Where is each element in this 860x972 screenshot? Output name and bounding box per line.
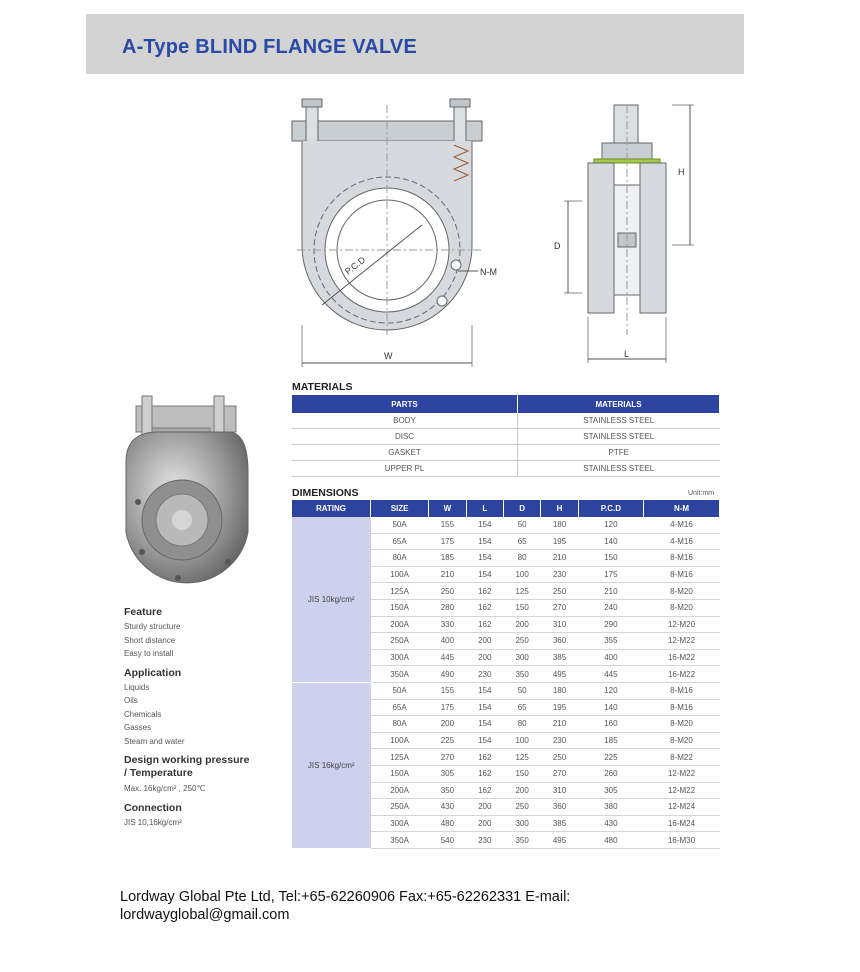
table-cell: 80A [371, 716, 429, 733]
table-cell: 12-M24 [644, 799, 720, 816]
table-cell: 300A [371, 815, 429, 832]
table-cell: 154 [466, 533, 503, 550]
table-row [292, 445, 720, 461]
table-cell: 50 [503, 682, 540, 699]
table-cell: 80 [503, 716, 540, 733]
table-header: L [466, 500, 503, 517]
table-cell: 155 [429, 682, 466, 699]
footer-line-2: lordwayglobal@gmail.com [120, 907, 290, 923]
footer-contact [120, 888, 570, 924]
table-cell: 350A [371, 832, 429, 849]
table-cell: 16-M24 [644, 815, 720, 832]
table-cell: 12-M22 [644, 765, 720, 782]
table-cell: 195 [541, 533, 578, 550]
table-cell: 300 [503, 815, 540, 832]
table-cell: 8-M20 [644, 599, 720, 616]
list-item: Chemicals [124, 709, 162, 719]
table-cell: 200 [466, 799, 503, 816]
table-cell: 200 [503, 616, 540, 633]
valve-photo [118, 392, 258, 592]
table-cell: 140 [578, 699, 643, 716]
table-cell: 8-M20 [644, 716, 720, 733]
table-cell: 385 [541, 649, 578, 666]
table-cell: 150 [503, 599, 540, 616]
table-cell: 50A [371, 517, 429, 533]
table-cell: 65 [503, 699, 540, 716]
table-cell: 200A [371, 616, 429, 633]
table-cell: 195 [541, 699, 578, 716]
table-cell: 225 [429, 732, 466, 749]
table-cell: 154 [466, 550, 503, 567]
part-cell: DISC [292, 429, 518, 445]
table-cell: 65A [371, 533, 429, 550]
table-cell: 12-M20 [644, 616, 720, 633]
table-cell: 8-M20 [644, 583, 720, 600]
w-label: W [384, 351, 393, 361]
table-header: H [541, 500, 578, 517]
table-header: PARTS [292, 395, 518, 413]
table-cell: 150 [578, 550, 643, 567]
table-cell: 8-M16 [644, 699, 720, 716]
part-cell: GASKET [292, 445, 518, 461]
table-header: RATING [292, 500, 371, 517]
table-cell: 154 [466, 682, 503, 699]
table-cell: 200 [466, 633, 503, 650]
table-cell: 350 [503, 832, 540, 849]
table-cell: 400 [429, 633, 466, 650]
list-item: Gasses [124, 723, 152, 732]
table-cell: 150 [503, 765, 540, 782]
table-cell: 430 [578, 815, 643, 832]
part-cell: UPPER PL [292, 461, 518, 477]
table-cell: 260 [578, 765, 643, 782]
table-cell: 154 [466, 732, 503, 749]
table-cell: 185 [578, 732, 643, 749]
table-header: MATERIALS [518, 395, 720, 413]
table-cell: 200 [503, 782, 540, 799]
table-cell: 185 [429, 550, 466, 567]
table-cell: 50A [371, 682, 429, 699]
table-cell: 250 [541, 583, 578, 600]
table-cell: 445 [429, 649, 466, 666]
table-cell: 200 [429, 716, 466, 733]
feature-title: Feature [124, 606, 162, 618]
table-cell: 480 [578, 832, 643, 849]
table-cell: 150A [371, 599, 429, 616]
connection-value: JIS 10,16kg/cm² [124, 817, 182, 827]
table-cell: 125A [371, 749, 429, 766]
table-cell: 154 [466, 566, 503, 583]
table-cell: 200A [371, 782, 429, 799]
table-cell: 16-M22 [644, 666, 720, 683]
material-cell: PTFE [518, 445, 720, 461]
table-cell: 125A [371, 583, 429, 600]
table-cell: 270 [541, 599, 578, 616]
table-cell: 162 [466, 749, 503, 766]
table-cell: 4-M16 [644, 517, 720, 533]
table-cell: 330 [429, 616, 466, 633]
table-cell: 310 [541, 782, 578, 799]
table-cell: 12-M22 [644, 633, 720, 650]
table-cell: 250A [371, 633, 429, 650]
table-cell: 200 [466, 815, 503, 832]
table-cell: 155 [429, 517, 466, 533]
table-cell: 120 [578, 517, 643, 533]
page-title: A-Type BLIND FLANGE VALVE [122, 36, 417, 58]
table-cell: 100A [371, 566, 429, 583]
table-cell: 495 [541, 666, 578, 683]
materials-table [292, 395, 720, 477]
table-cell: 200 [466, 649, 503, 666]
table-cell: 180 [541, 682, 578, 699]
table-row [292, 682, 720, 699]
unit-label: Unit:mm [688, 490, 715, 497]
table-cell: 430 [429, 799, 466, 816]
table-cell: 154 [466, 517, 503, 533]
table-row [292, 429, 720, 445]
table-header: N-M [644, 500, 720, 517]
table-header: P.C.D [578, 500, 643, 517]
material-cell: STAINLESS STEEL [518, 429, 720, 445]
table-cell: 360 [541, 633, 578, 650]
table-cell: 230 [466, 666, 503, 683]
material-cell: STAINLESS STEEL [518, 413, 720, 429]
table-cell: 160 [578, 716, 643, 733]
table-cell: 360 [541, 799, 578, 816]
technical-drawing [282, 95, 722, 375]
list-item: Liquids [124, 682, 150, 692]
table-cell: 210 [541, 550, 578, 567]
table-cell: 162 [466, 599, 503, 616]
table-row [292, 517, 720, 533]
list-item: Short distance [124, 635, 176, 645]
table-cell: 175 [429, 699, 466, 716]
table-cell: 250 [503, 633, 540, 650]
table-cell: 300 [503, 649, 540, 666]
table-cell: 162 [466, 583, 503, 600]
table-cell: 150A [371, 765, 429, 782]
table-cell: 4-M16 [644, 533, 720, 550]
design-title-2: / Temperature [124, 767, 193, 779]
table-cell: 305 [578, 782, 643, 799]
table-cell: 175 [578, 566, 643, 583]
table-cell: 300A [371, 649, 429, 666]
table-cell: 80A [371, 550, 429, 567]
design-title: Design working pressure [124, 754, 250, 766]
l-label: L [624, 349, 630, 359]
table-cell: 350A [371, 666, 429, 683]
table-cell: 350 [503, 666, 540, 683]
table-cell: 385 [541, 815, 578, 832]
table-cell: 280 [429, 599, 466, 616]
table-cell: 140 [578, 533, 643, 550]
list-item: Sturdy structure [124, 622, 181, 631]
table-cell: 80 [503, 550, 540, 567]
table-cell: 240 [578, 599, 643, 616]
table-cell: 162 [466, 765, 503, 782]
front-view [292, 99, 482, 367]
side-view [564, 105, 694, 363]
table-cell: 350 [429, 782, 466, 799]
dimensions-title: DIMENSIONS [292, 487, 359, 499]
table-cell: 230 [466, 832, 503, 849]
table-cell: 154 [466, 699, 503, 716]
table-cell: 180 [541, 517, 578, 533]
table-cell: 380 [578, 799, 643, 816]
design-value: Max. 16kg/cm² , 250℃ [124, 784, 206, 793]
table-cell: 210 [429, 566, 466, 583]
table-cell: 225 [578, 749, 643, 766]
table-row [292, 461, 720, 477]
title-band [86, 14, 744, 74]
table-cell: 120 [578, 682, 643, 699]
table-cell: 290 [578, 616, 643, 633]
feature-panel [124, 600, 284, 829]
table-cell: 16-M30 [644, 832, 720, 849]
table-cell: 310 [541, 616, 578, 633]
table-cell: 355 [578, 633, 643, 650]
d-label: D [554, 241, 561, 251]
table-cell: 50 [503, 517, 540, 533]
table-cell: 495 [541, 832, 578, 849]
table-cell: 270 [541, 765, 578, 782]
table-cell: 162 [466, 616, 503, 633]
table-cell: 230 [541, 566, 578, 583]
table-cell: 16-M22 [644, 649, 720, 666]
table-cell: 8-M16 [644, 566, 720, 583]
table-cell: 8-M16 [644, 550, 720, 567]
table-header: SIZE [371, 500, 429, 517]
connection-title: Connection [124, 801, 182, 814]
table-cell: 490 [429, 666, 466, 683]
table-cell: 250 [503, 799, 540, 816]
footer-line-1: Lordway Global Pte Ltd, Tel:+65-62260906 Fax:+65-62262331 E-mail: [120, 889, 571, 905]
table-cell: 8-M16 [644, 682, 720, 699]
materials-title: MATERIALS [292, 381, 353, 393]
dimensions-table [292, 500, 720, 849]
table-row [292, 413, 720, 429]
nm-label: N-M [480, 267, 497, 277]
part-cell: BODY [292, 413, 518, 429]
list-item: Steam and water [124, 736, 185, 746]
table-cell: 210 [541, 716, 578, 733]
table-cell: 65A [371, 699, 429, 716]
table-cell: 210 [578, 583, 643, 600]
rating-cell: JIS 10kg/cm² [292, 517, 371, 682]
table-cell: 250A [371, 799, 429, 816]
table-cell: 175 [429, 533, 466, 550]
table-cell: 250 [429, 583, 466, 600]
table-cell: 162 [466, 782, 503, 799]
table-cell: 125 [503, 749, 540, 766]
table-cell: 8-M22 [644, 749, 720, 766]
list-item: Oils [124, 696, 138, 705]
table-cell: 445 [578, 666, 643, 683]
table-cell: 12-M22 [644, 782, 720, 799]
table-cell: 270 [429, 749, 466, 766]
h-label: H [678, 167, 685, 177]
material-cell: STAINLESS STEEL [518, 461, 720, 477]
table-cell: 100 [503, 732, 540, 749]
table-header: W [429, 500, 466, 517]
rating-cell: JIS 16kg/cm² [292, 682, 371, 848]
table-cell: 154 [466, 716, 503, 733]
table-cell: 8-M20 [644, 732, 720, 749]
application-title: Application [124, 666, 182, 679]
table-cell: 65 [503, 533, 540, 550]
table-cell: 540 [429, 832, 466, 849]
table-cell: 480 [429, 815, 466, 832]
table-header: D [503, 500, 540, 517]
table-cell: 400 [578, 649, 643, 666]
table-cell: 125 [503, 583, 540, 600]
table-cell: 100A [371, 732, 429, 749]
list-item: Easy to install [124, 649, 174, 658]
table-cell: 100 [503, 566, 540, 583]
table-cell: 250 [541, 749, 578, 766]
table-cell: 230 [541, 732, 578, 749]
table-cell: 305 [429, 765, 466, 782]
pcd-label: P.C.D [343, 254, 368, 277]
